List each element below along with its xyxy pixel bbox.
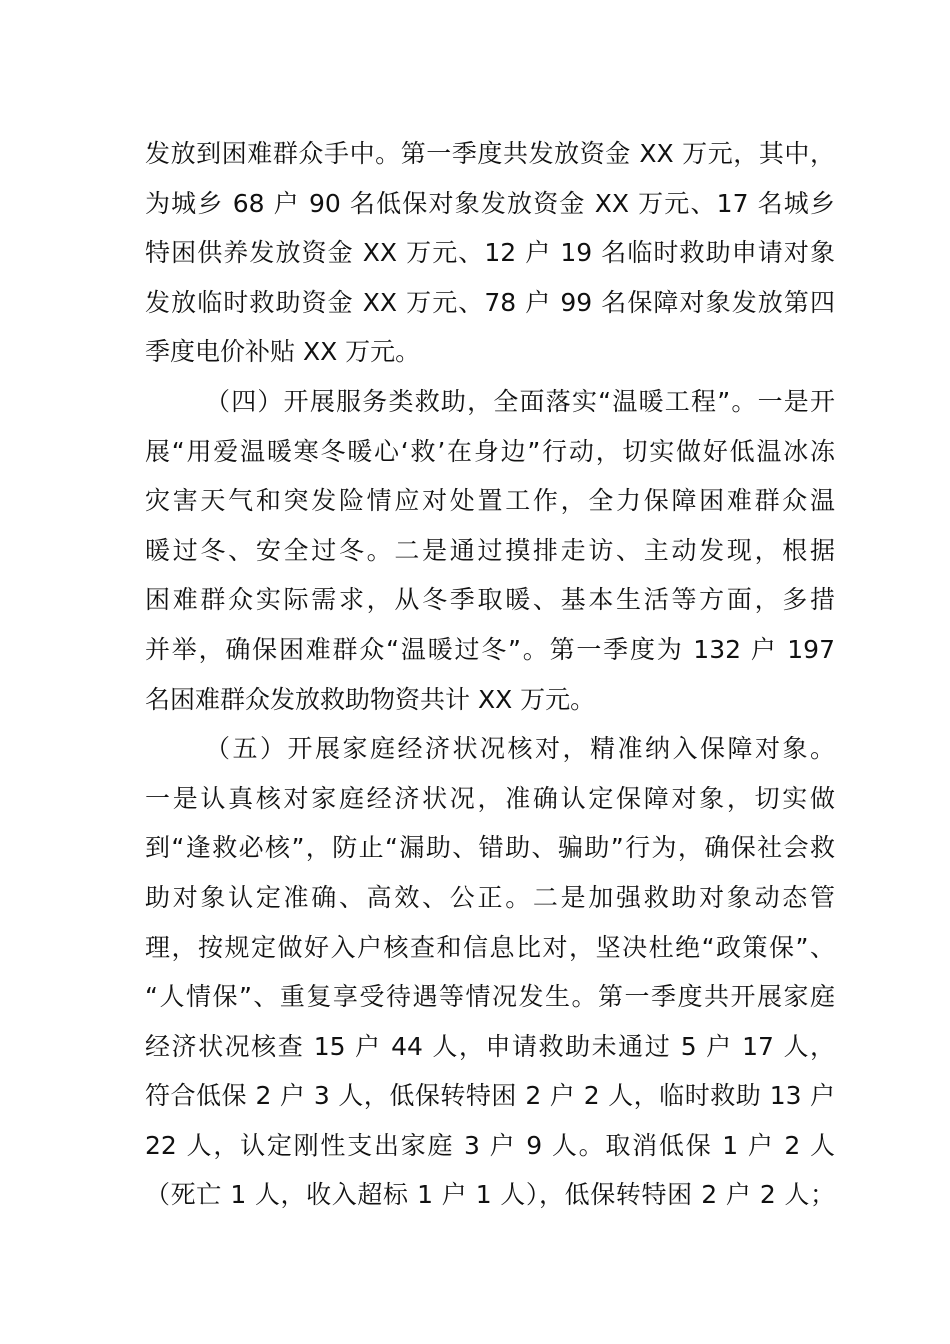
text-line: 经济状况核查 15 户 44 人，申请救助未通过 5 户 17 人， [145, 1031, 835, 1061]
text-line: 符合低保 2 户 3 人，低保转特困 2 户 2 人，临时救助 13 户 [145, 1081, 835, 1111]
text-line: （死亡 1 人，收入超标 1 户 1 人），低保转特困 2 户 2 人； [145, 1180, 835, 1210]
text-line: 发放临时救助资金 XX 万元、78 户 99 名保障对象发放第四 [145, 287, 835, 317]
text-line: 特困供养发放资金 XX 万元、12 户 19 名临时救助申请对象 [145, 238, 835, 268]
text-line: 理，按规定做好入户核查和信息比对，坚决杜绝“政策保”、 [145, 932, 835, 962]
text-line: 到“逢救必核”，防止“漏助、错助、骗助”行为，确保社会救 [145, 833, 835, 863]
text-line: 并举，确保困难群众“温暖过冬”。第一季度为 132 户 197 [145, 634, 835, 664]
text-line: 助对象认定准确、高效、公正。二是加强救助对象动态管 [145, 882, 835, 912]
text-line: 一是认真核对家庭经济状况，准确认定保障对象，切实做 [145, 783, 835, 813]
text-line: “人情保”、重复享受待遇等情况发生。第一季度共开展家庭 [145, 982, 835, 1012]
text-line: 灾害天气和突发险情应对处置工作，全力保障困难群众温 [145, 486, 835, 516]
text-line: 季度电价补贴 XX 万元。 [145, 337, 421, 367]
body-text [145, 129, 835, 1220]
section-heading-line: （四）开展服务类救助，全面落实“温暖工程”。一是开 [205, 386, 835, 416]
text-line: 为城乡 68 户 90 名低保对象发放资金 XX 万元、17 名城乡 [145, 188, 835, 218]
text-line: 22 人，认定刚性支出家庭 3 户 9 人。取消低保 1 户 2 人 [145, 1130, 835, 1160]
text-line: 困难群众实际需求，从冬季取暖、基本生活等方面，多措 [145, 585, 835, 615]
text-line: 展“用爱温暖寒冬暖心‘救’在身边”行动，切实做好低温冰冻 [145, 436, 835, 466]
text-line: 发放到困难群众手中。第一季度共发放资金 XX 万元，其中， [145, 139, 835, 168]
text-line: 暖过冬、安全过冬。二是通过摸排走访、主动发现，根据 [145, 535, 835, 565]
section-heading-line: （五）开展家庭经济状况核对，精准纳入保障对象。 [205, 734, 835, 764]
text-line: 名困难群众发放救助物资共计 XX 万元。 [145, 684, 596, 714]
